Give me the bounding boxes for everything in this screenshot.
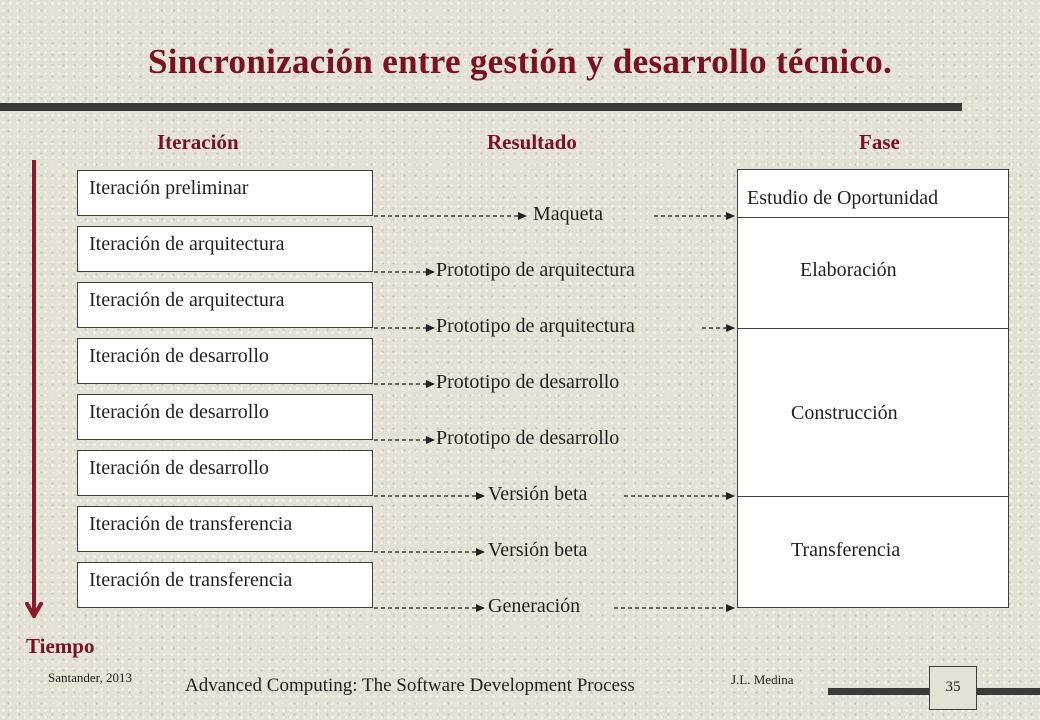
iteration-box-3: Iteración de arquitectura — [77, 282, 373, 328]
result-5: Prototipo de desarrollo — [436, 427, 620, 449]
iteration-box-5: Iteración de desarrollo — [77, 394, 373, 440]
iteration-box-7: Iteración de transferencia — [77, 506, 373, 552]
phase-label-elaboracion: Elaboración — [800, 259, 897, 281]
page-number: 35 — [929, 666, 977, 710]
iteration-box-1: Iteración preliminar — [77, 170, 373, 216]
result-7: Versión beta — [488, 539, 588, 561]
result-6: Versión beta — [488, 483, 588, 505]
result-8: Generación — [488, 595, 581, 617]
footer-left: Santander, 2013 — [48, 670, 132, 685]
result-2: Prototipo de arquitectura — [436, 259, 635, 281]
time-axis-label: Tiempo — [26, 634, 95, 658]
result-1: Maqueta — [533, 203, 603, 225]
iteration-box-8: Iteración de transferencia — [77, 562, 373, 608]
phase-label-construccion: Construcción — [791, 402, 898, 424]
iteration-box-6: Iteración de desarrollo — [77, 450, 373, 496]
header-resultado: Resultado — [487, 130, 577, 154]
slide-title: Sincronización entre gestión y desarrollo técnico. — [147, 42, 893, 81]
phase-label-estudio: Estudio de Oportunidad — [747, 187, 939, 209]
iteration-box-4: Iteración de desarrollo — [77, 338, 373, 384]
phase-label-transferencia: Transferencia — [791, 539, 901, 561]
result-3: Prototipo de arquitectura — [436, 315, 635, 337]
result-4: Prototipo de desarrollo — [436, 371, 620, 393]
header-fase: Fase — [859, 130, 900, 154]
header-iteracion: Iteración — [157, 130, 239, 154]
iteration-box-2: Iteración de arquitectura — [77, 226, 373, 272]
footer-right: J.L. Medina — [731, 672, 794, 687]
footer-center: Advanced Computing: The Software Development Process — [185, 675, 635, 696]
